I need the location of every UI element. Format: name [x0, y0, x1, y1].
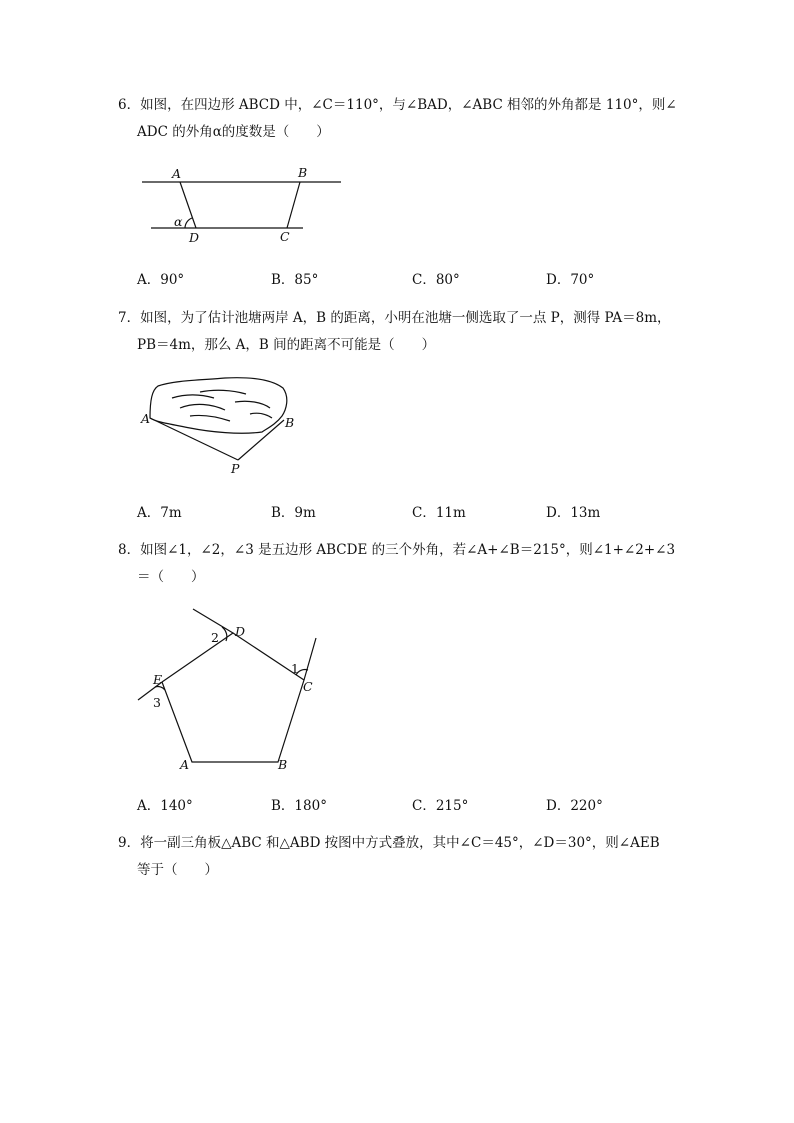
q8-option-b[interactable]: B．180°	[271, 798, 327, 814]
q7-label-B: B	[285, 415, 295, 430]
q6-option-a[interactable]: A．90°	[137, 272, 185, 288]
question-8-text-line1: 8．如图∠1，∠2，∠3 是五边形 ABCDE 的三个外角，若∠A+∠B＝215°，则∠1+∠2+∠3	[118, 542, 676, 558]
q6-option-c[interactable]: C．80°	[412, 272, 460, 288]
q7-option-a[interactable]: A．7m	[137, 505, 182, 521]
q8-label-C: C	[303, 679, 313, 694]
q6-option-d[interactable]: D．70°	[546, 272, 595, 288]
q8-label-B: B	[278, 757, 288, 772]
q8-option-a[interactable]: A．140°	[137, 798, 193, 814]
q7-option-d[interactable]: D．13m	[546, 505, 601, 521]
q8-label-1: 1	[291, 661, 299, 676]
question-9	[118, 830, 660, 884]
q6-label-C: C	[280, 229, 290, 244]
q6-label-D: D	[189, 230, 200, 245]
q6-label-A: A	[172, 166, 182, 181]
q7-option-b[interactable]: B．9m	[271, 505, 316, 521]
question-9-text-line1: 9．将一副三角板△ABC 和△ABD 按图中方式叠放，其中∠C＝45°，∠D＝30°，则∠AEB	[118, 835, 660, 851]
q6-option-b[interactable]: B．85°	[271, 272, 319, 288]
q7-option-c[interactable]: C．11m	[412, 505, 466, 521]
question-8-options	[137, 794, 697, 814]
q8-label-E: E	[153, 672, 163, 687]
question-6-text-line2: ADC 的外角α的度数是（ ）	[137, 124, 330, 140]
q8-label-3: 3	[153, 695, 161, 710]
q6-label-alpha: α	[174, 214, 183, 229]
question-7-text-line2: PB＝4m，那么 A，B 间的距离不可能是（ ）	[137, 337, 436, 353]
q7-label-P: P	[231, 461, 240, 476]
question-6-text-line1: 6．如图，在四边形 ABCD 中，∠C＝110°，与∠BAD，∠ABC 相邻的外角都是 110°，则∠	[118, 97, 677, 113]
q6-label-B: B	[298, 165, 308, 180]
question-8-text-line2: ＝（ ）	[137, 569, 205, 585]
q8-label-A: A	[180, 757, 190, 772]
q7-label-A: A	[141, 411, 151, 426]
q8-option-c[interactable]: C．215°	[412, 798, 469, 814]
q8-option-d[interactable]: D．220°	[546, 798, 603, 814]
q8-label-2: 2	[211, 630, 219, 645]
question-9-text-line2: 等于（ ）	[137, 862, 218, 878]
question-7-text-line1: 7．如图，为了估计池塘两岸 A，B 的距离，小明在池塘一侧选取了一点 P，测得 PA＝8m，	[118, 310, 671, 326]
q8-label-D: D	[235, 624, 246, 639]
